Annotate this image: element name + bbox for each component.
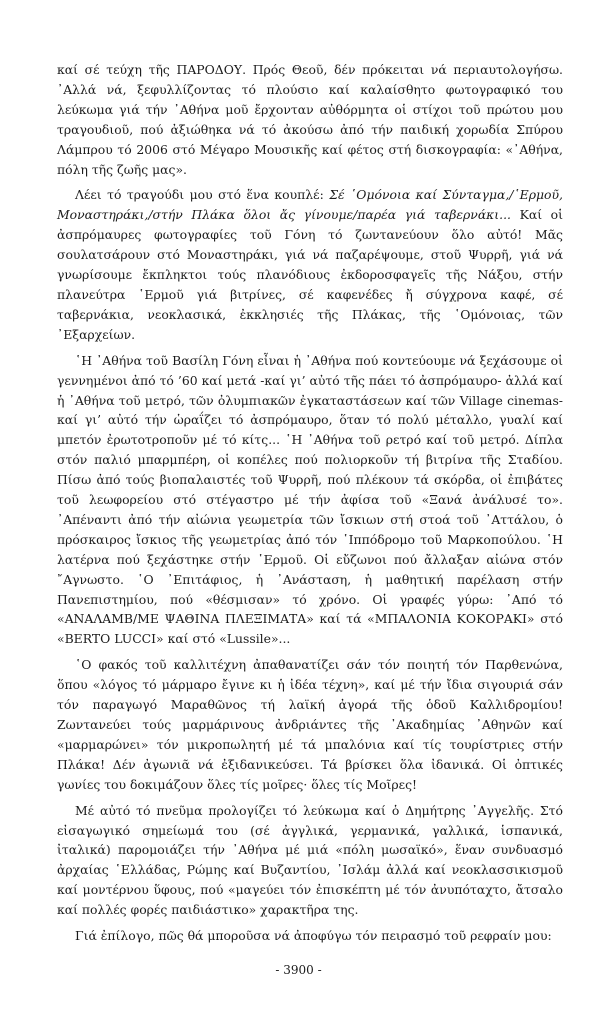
- paragraph: Μέ αὐτό τό πνεῦμα προλογίζει τό λεύκωμα καί ὁ Δημήτρης ᾿Αγγελῆς. Στό εἰσαγωγικό σημείωμά του (σέ ἀγγλικά, γερμανικά, γαλλικά, ἱσπανικά, ἰταλικά) παρομοιάζει τήν ᾿Αθήνα μέ μιά «πόλη μωσαϊκό», ἕναν συνδυασμό ἀρχαίας ῾Ελλάδας, Ρώμης καί Βυζαντίου, ᾿Ισλάμ ἀλλά καί νεοκλασσικισμοῦ καί μοντέρνου ὕφους, πού «μαγεύει τόν ἐπισκέπτη μέ τόν ἀνυπόταχτο, ἄτσαλο καί πολλές φορές παιδιάστικο» χαρακτῆρα της.: [57, 802, 563, 918]
- paragraph: ῾Ο φακός τοῦ καλλιτέχνη ἀπαθανατίζει σάν τόν ποιητή τόν Παρθενώνα, ὅπου «λόγος τό μάρμαρο ἔγινε κι ἡ ἰδέα τέχνη», καί μέ τήν ἴδια σιγουριά σάν τόν παραγωγό Μαραθῶνος τή λαϊκή ἀγορά τῆς ὁδοῦ Καλλιδρομίου! Ζωντανεύει τούς μαρμάρινους ἀνδριάντες τῆς ᾿Ακαδημίας ᾿Αθηνῶν καί «μαρμαρώνει» τόν μικροπωλητή μέ τά μπαλόνια καί τίς τουρίστριες στήν Πλάκα! Δέν ἀγωνιᾶ νά ἐξιδανικεύσει. Τά βρίσκει ὅλα ἰδανικά. Οἱ ὀπτικές γωνίες του δοκιμάζουν ὅλες τίς μοῖρες· ὅλες τίς Μοῖρες!: [57, 657, 563, 792]
- paragraph-lead: Λέει τό τραγούδι μου στό ἕνα κουπλέ:: [75, 187, 330, 203]
- paragraph: ῾Η ᾿Αθήνα τοῦ Βασίλη Γόνη εἶναι ἡ ᾿Αθήνα πού κοντεύουμε νά ξεχάσουμε οἱ γεννημένοι ἀπό τό ’60 καί μετά -καί γι’ αὐτό τῆς πάει τό ἀσπρόμαυρο- ἀλλά καί ἡ ᾿Αθήνα τοῦ μετρό, τῶν ὀλυμπιακῶν ἐγκαταστάσεων καί τῶν Village cinemas- καί γι’ αὐτό τήν ὡραΐζει τό ἀσπρόμαυρο, ὅταν τό πολύ μέταλλο, γυαλί καί μπετόν ἐρωτοτροποῦν μέ τό κίτς... ῾Η ᾿Αθήνα τοῦ ρετρό καί τοῦ μετρό. Δίπλα στόν παλιό μπαρμπέρη, οἱ κοπέλες πού πολιορκοῦν τή βιτρίνα τῆς Σταδίου. Πίσω ἀπό τούς βιοπαλαιστές τοῦ Ψυρρῆ, πού πλέκουν τά σκόρδα, οἱ ἐπιβάτες τοῦ λεωφορείου στό στέγαστρο μέ τήν ἀφίσα τοῦ «Ξανά ἀνάλυσέ το». ᾿Απέναντι ἀπό τήν αἰώνια γεωμετρία τῶν ἴσκιων στή στοά τοῦ ᾿Αττάλου, ὁ πρόσκαιρος ἴσκιος τῆς γεωμετρίας ἀπό τόν ῾Ιππόδρομο τοῦ Μαρκοπούλου. ῾Η λατέρνα πού ξεχάστηκε στήν ῾Ερμοῦ. Οἱ εὔζωνοι πού ἄλλαξαν αἰώνα στόν ῎Αγνωστο. ῾Ο ᾿Επιτάφιος, ἡ ᾿Ανάσταση, ἡ μαθητική παρέλαση στήν Πανεπιστημίου, πού «θέσμισαν» τό χρόνο. Οἱ γραφές γύρω: ᾿Από τό «ΑΝΑΛΑΜΒ/ΜΕ ΨΑΘΙΝΑ ΠΛΕΞΙΜΑΤΑ» καί τά «ΜΠΑΛΟΝΙΑ ΚΟΚΟΡΑΚΙ» στό «BERTO LUCCI» καί στό «Lussile»...: [57, 352, 563, 647]
- paragraph: Γιά ἐπίλογο, πῶς θά μποροῦσα νά ἀποφύγω τόν πειρασμό τοῦ ρεφραίν μου:: [75, 928, 552, 944]
- page-number: - 3900 -: [275, 963, 322, 977]
- paragraph-rest: Καί οἱ ἀσπρόμαυρες φωτογραφίες τοῦ Γόνη τό ζωντανεύουν ὅλο αὐτό! Μᾶς σουλατσάρουν στό Μοναστηράκι, γιά νά παζαρέψουμε, στοῦ Ψυρρῆ, γιά νά γνωρίσουμε ἔκπληκτοι τούς πλανόδιους ἐκδοροσφαγεῖς τῆς Νάξου, στήν πλανεύτρα ῾Ερμοῦ γιά βιτρίνες, σέ καφενέδες ἤ σύγχρονα καφέ, σέ ταβερνάκια, νεοκλασικά, ἐκκλησιές τῆς Πλάκας, τῆς ῾Ομόνοιας, τῶν ᾿Εξαρχείων.: [57, 207, 564, 342]
- paragraph-with-quote: [57, 185, 563, 344]
- paragraph: καί σέ τεύχη τῆς ΠΑΡΟΔΟΥ. Πρός Θεοῦ, δέν πρόκειται νά περιαυτολογήσω. ᾿Αλλά νά, ξεφυλλίζοντας τό πλούσιο καί καλαίσθητο φωτογραφικό του λεύκωμα γιά τήν ᾿Αθήνα μοῦ ἔρχονταν αὐθόρμητα οἱ στίχοι τοῦ πρώτου μου τραγουδιοῦ, πού ἀξιώθηκα νά τό ἀκούσω ἀπό τήν παιδική χορωδία Σπύρου Λάμπρου τό 2006 στό Μέγαρο Μουσικῆς καί φέτος στή δισκογραφία: «᾿Αθήνα, πόλη τῆς ζωῆς μας».: [57, 62, 563, 177]
- document-body: [57, 60, 563, 952]
- song-lyrics-quote: Σέ ῾Ομόνοια καί Σύνταγμα,/῾Ερμοῦ, Μοναστηράκι,/στήν Πλάκα ὅλοι ἄς γίνουμε/παρέα γιά ταβερνάκι...: [57, 187, 563, 223]
